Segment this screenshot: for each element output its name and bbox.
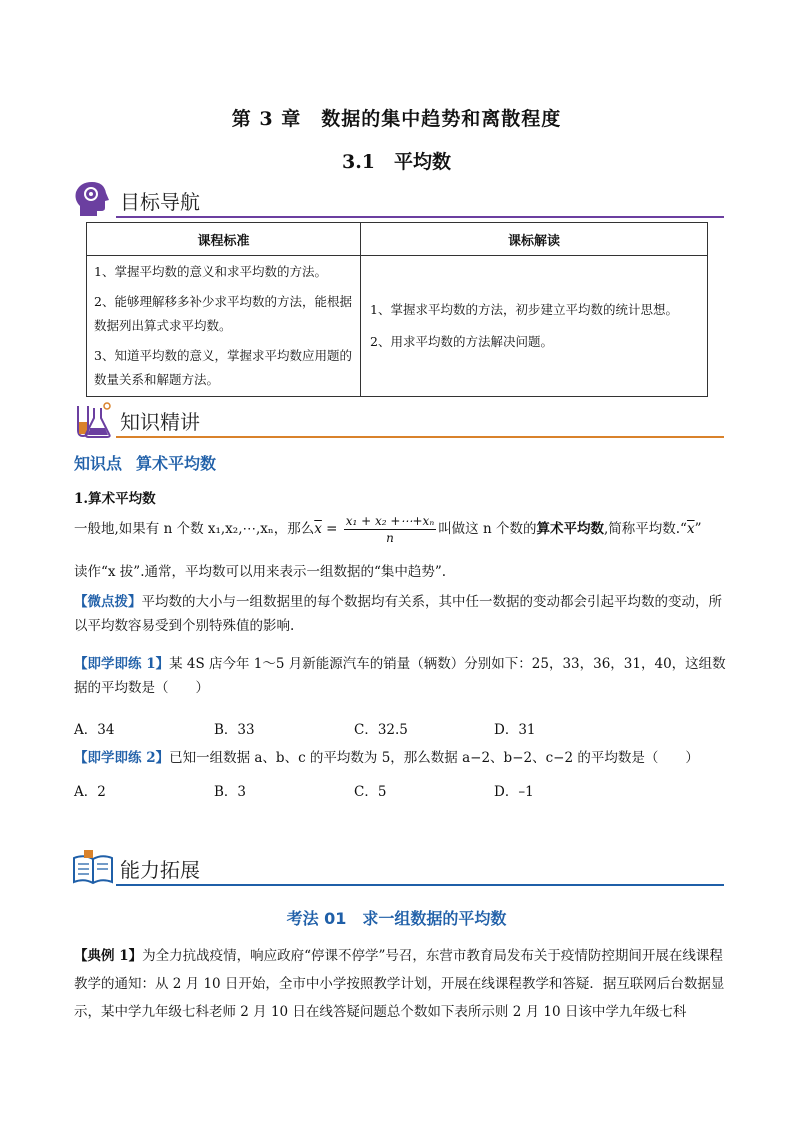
exercise-2-text: 已知一组数据 a、b、c 的平均数为 5，那么数据 a−2、b−2、c−2 的平均数是（ ） [169,750,699,766]
tip-label: 【微点拨】 [74,594,142,610]
example-1-text: 为全力抗战疫情，响应政府“停课不停学”号召，东营市教育局发布关于疫情防控期间开展在线课程教学的通知：从 2 月 10 日开始，全市中小学按照教学计划，开展在线课程教学和答疑．据互联网后台数据显示，某中学九年级七科老师 2 月 10 日在线答疑问题总个数如下表所示则 2 月 10 日该中学九年级七科 [74,948,725,1020]
exercise-1-label: 【即学即练 1】 [74,656,170,672]
option-a: A．34 [74,722,115,738]
tip-text: 平均数的大小与一组数据里的每个数据均有关系，其中任一数据的变动都会引起平均数的变动，所以平均数容易受到个别特殊值的影响. [74,594,722,634]
goals-section-header [72,180,724,220]
knowledge-header-rule [116,436,724,438]
exercise-1 [74,652,726,700]
standard-item: 2、能够理解移多补少求平均数的方法，能根据数据列出算式求平均数。 [94,294,352,333]
x-bar-symbol-2: $\overline{x}$ [686,521,695,537]
standards-cell [87,256,361,397]
exercise-1-options [74,718,634,738]
open-book-icon [72,848,114,888]
option-c: C．5 [354,784,387,800]
head-brain-icon [72,180,114,220]
standard-item: 1、掌握平均数的意义和求平均数的方法。 [94,264,327,279]
ability-header-label: 能力拓展 [120,858,200,882]
equals-sign: = [321,521,342,537]
example-1-label: 【典例 1】 [74,948,143,964]
fraction-denominator: n [386,531,394,545]
option-d: D．31 [494,722,536,738]
knowledge-point-title [74,451,230,474]
knowledge-section-header [72,400,724,440]
course-standards-table [86,222,708,397]
definition-term: 算术平均数 [536,521,604,537]
knowledge-header-label: 知识精讲 [120,410,200,434]
definition-short: ,简称平均数.“ [603,521,687,537]
exercise-1-text: 某 4S 店今年 1～5 月新能源汽车的销量（辆数）分别如下：25，33，36，31，40，这组数据的平均数是（ ） [74,656,726,696]
lab-flask-icon [72,400,114,440]
ability-header-rule [116,884,724,886]
exercise-2-label: 【即学即练 2】 [74,750,170,766]
reading-item: 1、掌握求平均数的方法，初步建立平均数的统计思想。 [370,302,678,317]
knowledge-point-label: 知识点 [74,454,123,473]
option-b: B．33 [214,722,255,738]
table-header-reading: 课标解读 [361,223,708,256]
chapter-title: 第 3 章 数据的集中趋势和离散程度 [231,108,562,130]
definition-quote-close: ” [694,521,702,537]
ability-section-header [72,848,724,888]
option-c: C．32.5 [354,722,408,738]
exercise-2-options [74,780,634,800]
tip-paragraph [74,590,726,638]
option-b: B．3 [214,784,247,800]
sub-heading: 1.算术平均数 [74,491,156,507]
section-title: 3.1 平均数 [341,151,452,173]
definition-paragraph [74,513,726,546]
exercise-2 [74,746,726,770]
mean-formula-fraction [344,513,436,546]
goals-header-label: 目标导航 [120,190,200,214]
goals-header-rule [116,216,724,218]
definition-called: 叫做这 n 个数的 [438,521,537,537]
x-bar-symbol: $\overline{x}$ [314,521,322,537]
reading-item: 2、用求平均数的方法解决问题。 [370,334,553,349]
readings-cell [361,256,708,397]
knowledge-point-name: 算术平均数 [136,454,217,473]
option-d: D．–1 [494,784,534,800]
option-a: A．2 [74,784,106,800]
definition-line-2: 读作“x 拔”.通常，平均数可以用来表示一组数据的“集中趋势”. [74,564,447,580]
method-title: 考法 01 求一组数据的平均数 [286,909,507,928]
fraction-numerator: x₁ + x₂ +⋯+xₙ [345,514,435,528]
example-1 [74,942,726,1026]
table-header-standard: 课程标准 [87,223,361,256]
standard-item: 3、知道平均数的意义，掌握求平均数应用题的数量关系和解题方法。 [94,348,352,387]
definition-then: ，那么 [273,521,315,537]
definition-list: x₁,x₂,⋯,xₙ [207,521,274,537]
definition-intro: 一般地,如果有 n 个数 [74,521,208,537]
